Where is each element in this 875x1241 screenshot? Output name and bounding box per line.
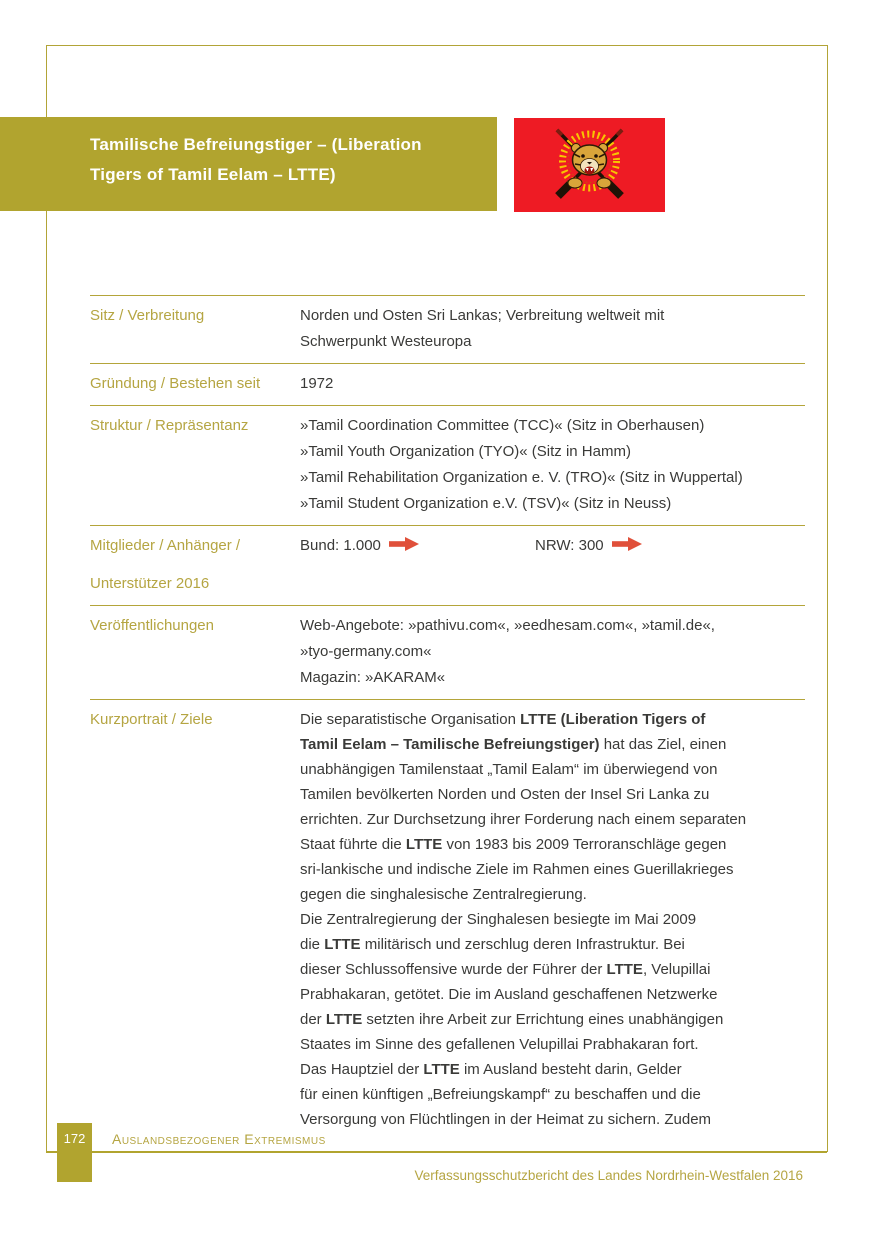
row-label [90, 707, 300, 1132]
text-segment: sri-lankische und indische Ziele im Rahmen eines Guerillakrieges [300, 861, 734, 878]
content-line [300, 439, 805, 465]
content-line [300, 1007, 805, 1032]
text-segment: Das Hauptziel der [300, 1061, 424, 1078]
text-segment: Tamilen bevölkerten Norden und Osten der Insel Sri Lanka zu [300, 786, 710, 803]
text-segment: dieser Schlussoffensive wurde der Führer der [300, 961, 607, 978]
row-label-line: Struktur / Repräsentanz [90, 417, 249, 434]
content-line [300, 907, 805, 932]
text-segment: Schwerpunkt Westeuropa [300, 333, 472, 350]
content-line [300, 1032, 805, 1057]
content-line [300, 882, 805, 907]
table-row-4 [90, 605, 805, 699]
text-segment: der [300, 1011, 326, 1028]
text-segment: Tamil Eelam – Tamilische Befreiungstiger) [300, 736, 600, 753]
row-content [300, 371, 805, 397]
footer-section-label: Auslandsbezogener Extremismus [112, 1131, 326, 1147]
content-line [300, 303, 805, 329]
text-segment: LTTE (Liberation Tigers of [520, 711, 706, 728]
row-label-line: Veröffentlichungen [90, 617, 214, 634]
text-segment: LTTE [405, 836, 443, 853]
text-segment: »tyo-germany.com« [300, 643, 432, 660]
right-arrow-icon [612, 534, 642, 560]
text-segment: Magazin: »AKARAM« [300, 669, 446, 686]
text-segment: »Tamil Coordination Committee (TCC)« (Sitz in Oberhausen) [300, 417, 705, 434]
table-row-2 [90, 405, 805, 525]
table-row-0 [90, 295, 805, 363]
content-line [300, 413, 805, 439]
text-segment: 1972 [300, 375, 334, 392]
row-label [90, 371, 300, 397]
content-line [300, 465, 805, 491]
content-line [300, 1082, 805, 1107]
content-line [300, 707, 805, 732]
content-line [300, 857, 805, 882]
text-segment: unabhängigen Tamilenstaat „Tamil Ealam“ im überwiegend von [300, 761, 718, 778]
page-title [0, 117, 497, 190]
text-segment: hat das Ziel, einen [599, 736, 727, 753]
content-line [300, 832, 805, 857]
page-title-line-2: Tigers of Tamil Eelam – LTTE) [90, 165, 336, 184]
members-line [300, 533, 805, 560]
ltte-flag-image [514, 118, 665, 212]
member-count-group [535, 533, 770, 560]
ltte-flag-graphic [514, 118, 665, 212]
content-line [300, 1107, 805, 1132]
info-table [90, 295, 805, 1140]
member-count-text: NRW: 300 [535, 537, 604, 554]
member-count-text: Bund: 1.000 [300, 537, 381, 554]
row-label-line: Sitz / Verbreitung [90, 307, 205, 324]
page-number: 172 [63, 1131, 86, 1146]
table-row-1 [90, 363, 805, 405]
text-segment: »Tamil Rehabilitation Organization e. V. (TRO)« (Sitz in Wuppertal) [300, 469, 743, 486]
content-line [300, 639, 805, 665]
row-label [90, 413, 300, 517]
row-label-line: Unterstützer 2016 [90, 575, 210, 592]
row-content [300, 613, 805, 691]
row-label [90, 303, 300, 355]
table-row-5 [90, 699, 805, 1140]
text-segment: LTTE [325, 1011, 363, 1028]
row-content [300, 533, 805, 597]
text-segment: für einen künftigen „Befreiungskampf“ zu beschaffen und die [300, 1086, 701, 1103]
content-line [300, 757, 805, 782]
text-segment: Die Zentralregierung der Singhalesen besiegte im Mai 2009 [300, 911, 697, 928]
text-segment: die [300, 936, 325, 953]
text-segment: Norden und Osten Sri Lankas; Verbreitung weltweit mit [300, 307, 665, 324]
text-segment: Die separatistische Organisation [300, 711, 521, 728]
text-segment: errichten. Zur Durchsetzung ihrer Forderung nach einem separaten [300, 811, 747, 828]
content-line [300, 491, 805, 517]
text-segment: Prabhakaran, getötet. Die im Ausland geschaffenen Netzwerke [300, 986, 718, 1003]
row-label-line: Kurzportrait / Ziele [90, 711, 213, 728]
page-title-line-1: Tamilische Befreiungstiger – (Liberation [90, 135, 422, 154]
row-content [300, 707, 805, 1132]
content-line [300, 782, 805, 807]
text-segment: militärisch und zerschlug deren Infrastruktur. Bei [360, 936, 685, 953]
content-line [300, 613, 805, 639]
row-label [90, 533, 300, 597]
content-line [300, 807, 805, 832]
text-segment: Versorgung von Flüchtlingen in der Heimat zu sichern. Zudem [300, 1111, 712, 1128]
text-segment: LTTE [324, 936, 361, 953]
right-arrow-icon [389, 534, 419, 560]
text-segment: »Tamil Student Organization e.V. (TSV)« (Sitz in Neuss) [300, 495, 672, 512]
content-line [300, 982, 805, 1007]
content-line [300, 329, 805, 355]
text-segment: Web-Angebote: »pathivu.com«, »eedhesam.com«, »tamil.de«, [300, 617, 715, 634]
table-row-3 [90, 525, 805, 605]
content-line [300, 1057, 805, 1082]
text-segment: von 1983 bis 2009 Terroranschläge gegen [442, 836, 727, 853]
row-label-line: Gründung / Bestehen seit [90, 375, 261, 392]
text-segment: , Velupillai [642, 961, 711, 978]
row-content [300, 413, 805, 517]
text-segment: gegen die singhalesische Zentralregierung. [300, 886, 587, 903]
member-count-group [300, 533, 535, 560]
row-content [300, 303, 805, 355]
content-line [300, 732, 805, 757]
section-header-banner [0, 117, 497, 211]
row-label [90, 613, 300, 691]
footer-report-title: Verfassungsschutzbericht des Landes Nordrhein-Westfalen 2016 [414, 1168, 803, 1183]
text-segment: Staates im Sinne des gefallenen Velupillai Prabhakaran fort. [300, 1036, 699, 1053]
text-segment: Staat führte die [300, 836, 406, 853]
content-line [300, 665, 805, 691]
content-line [300, 371, 805, 397]
text-segment: »Tamil Youth Organization (TYO)« (Sitz in Hamm) [300, 443, 631, 460]
text-segment: LTTE [606, 961, 643, 978]
text-segment: LTTE [423, 1061, 460, 1078]
row-label-line: Mitglieder / Anhänger / [90, 537, 241, 554]
content-line [300, 932, 805, 957]
text-segment: im Ausland besteht darin, Gelder [459, 1061, 682, 1078]
text-segment: setzten ihre Arbeit zur Errichtung eines unabhängigen [362, 1011, 724, 1028]
footer-rule [46, 1151, 827, 1153]
content-line [300, 957, 805, 982]
